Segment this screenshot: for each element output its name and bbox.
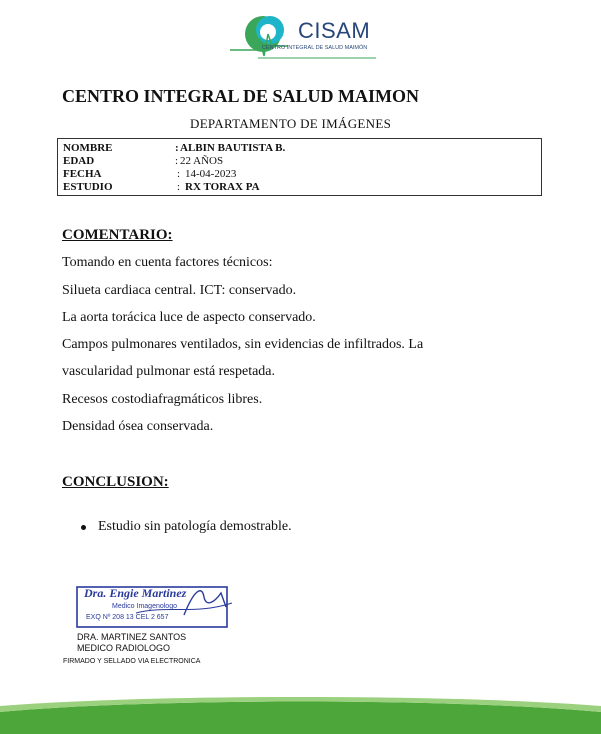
comentario-line: Silueta cardiaca central. ICT: conservado.	[62, 283, 297, 298]
bullet-icon	[81, 525, 86, 530]
conclusion-heading: CONCLUSION:	[62, 474, 169, 490]
signer-name: DRA. MARTINEZ SANTOS	[77, 632, 187, 642]
footer-wave	[0, 690, 601, 734]
patient-info-box	[57, 138, 542, 196]
comentario-line: Densidad ósea conservada.	[62, 419, 214, 434]
conclusion-item: Estudio sin patología demostrable.	[98, 519, 292, 534]
info-separator: :	[175, 142, 179, 154]
organization-title: CENTRO INTEGRAL DE SALUD MAIMON	[62, 86, 420, 106]
stamp-exequatur: EXQ Nº 208 13 CEL 2 657	[86, 614, 169, 621]
comentario-line: Recesos costodiafragmáticos libres.	[62, 392, 263, 407]
logo-text: CISAM	[298, 18, 371, 43]
info-label: NOMBRE	[63, 142, 113, 154]
comentario-line: La aorta torácica luce de aspecto conservado.	[62, 310, 316, 325]
info-separator: :	[177, 181, 181, 193]
info-separator: :	[177, 168, 181, 180]
signer-title: MEDICO RADIOLOGO	[77, 643, 171, 653]
comentario-heading: COMENTARIO:	[62, 227, 173, 243]
study-type-value: RX TORAX PA	[185, 181, 260, 193]
department-title: DEPARTAMENTO DE IMÁGENES	[190, 116, 392, 131]
study-date-value: 14-04-2023	[185, 168, 237, 180]
logo-subtitle: CENTRO INTEGRAL DE SALUD MAIMÓN	[262, 45, 368, 51]
info-separator: :	[175, 155, 179, 167]
info-label: EDAD	[63, 155, 95, 167]
stamp-doctor-name: Dra. Engie Martinez	[84, 586, 187, 600]
stamp-role: Medico Imagenologo	[112, 603, 177, 610]
patient-age-value: 22 AÑOS	[180, 155, 224, 167]
electronic-signature-note: FIRMADO Y SELLADO VIA ELECTRONICA	[63, 658, 201, 665]
comentario-line: vascularidad pulmonar está respetada.	[62, 364, 276, 379]
comentario-line: Campos pulmonares ventilados, sin evidencias de infiltrados. La	[62, 337, 424, 352]
info-label: FECHA	[63, 168, 102, 180]
info-label: ESTUDIO	[63, 181, 113, 193]
comentario-line: Tomando en cuenta factores técnicos:	[62, 255, 273, 270]
patient-name-value: ALBIN BAUTISTA B.	[180, 142, 286, 154]
